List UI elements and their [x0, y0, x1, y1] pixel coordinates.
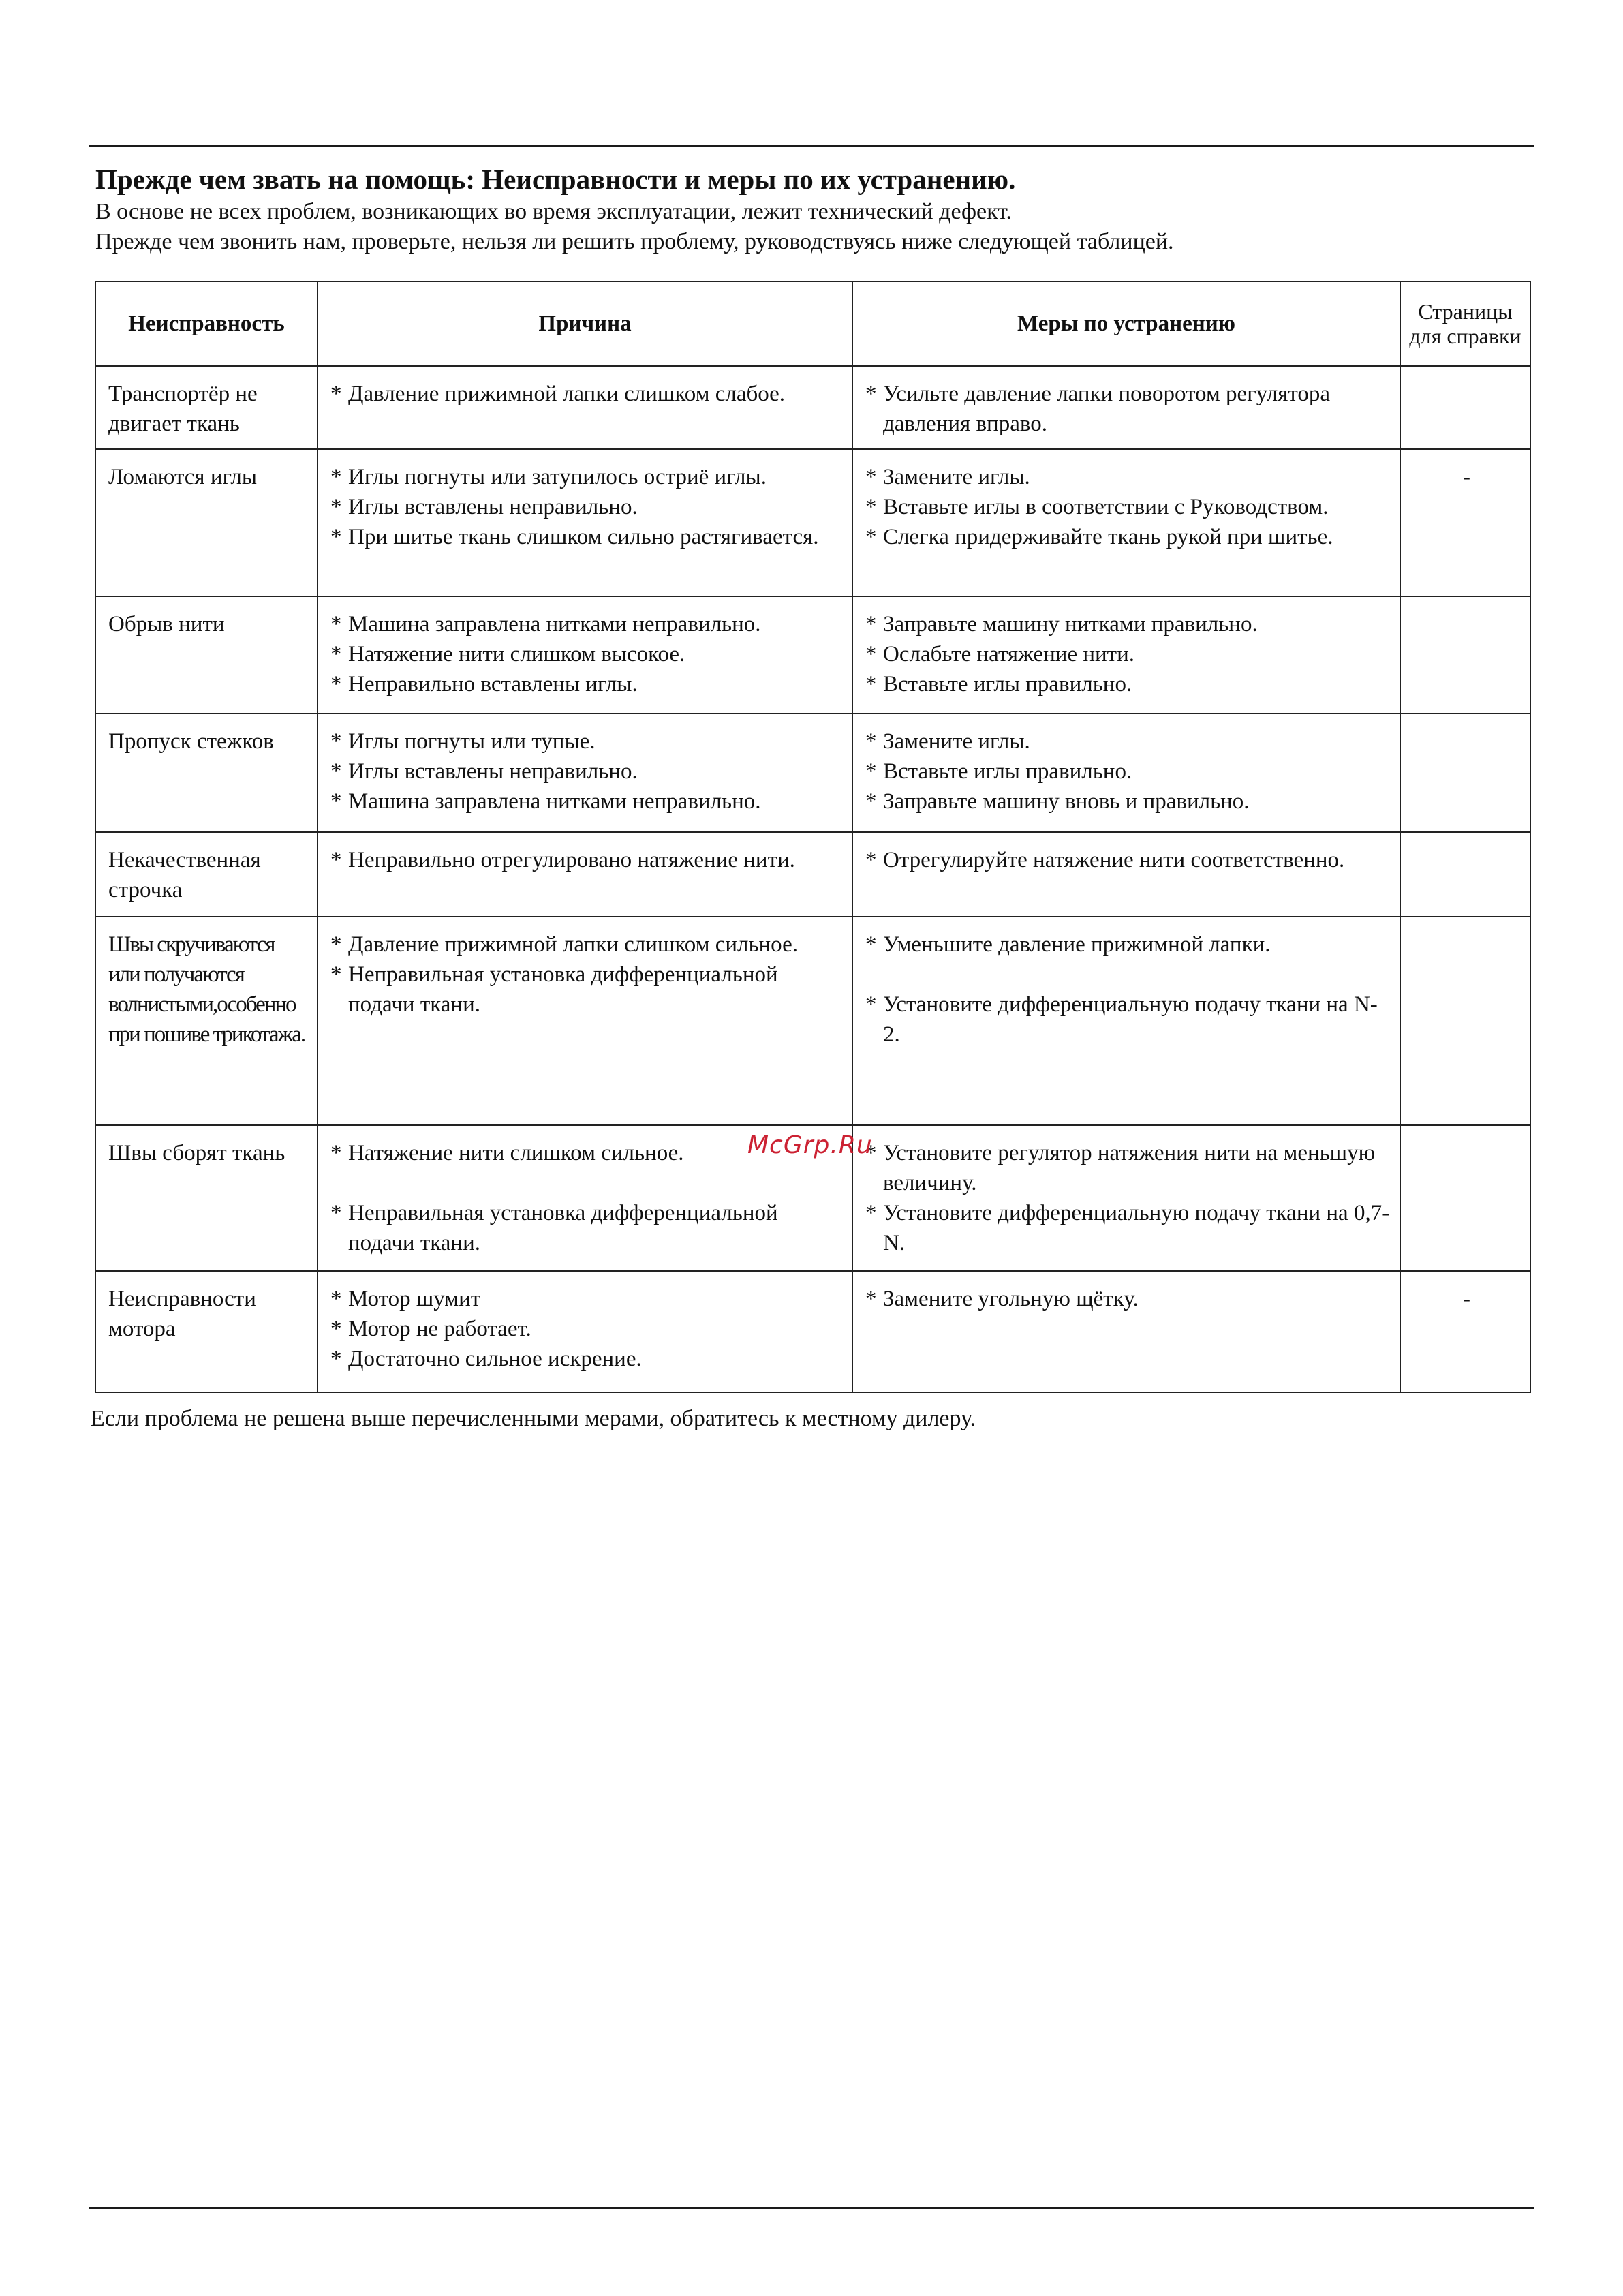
- watermark-text: McGrp.Ru: [747, 1131, 873, 1159]
- problem-cell: Неисправности мотора: [95, 1271, 318, 1392]
- page-title: Прежде чем звать на помощь: Неисправности и меры по их устранению.: [95, 164, 1016, 195]
- remedy-cell: [852, 449, 1400, 596]
- cause-item: * При шитье ткань слишком сильно растягивается.: [330, 522, 842, 552]
- header-cause: Причина: [318, 281, 852, 366]
- cause-item: * Неправильно вставлены иглы.: [330, 669, 842, 699]
- cause-item: * Достаточно сильное искрение.: [330, 1344, 842, 1374]
- cause-item: * Иглы погнуты или затупилось остриё иглы.: [330, 462, 842, 492]
- cause-cell: [318, 366, 852, 449]
- troubleshooting-table: [95, 281, 1531, 1393]
- header-pages: Страницы для справки: [1400, 281, 1530, 366]
- table-row: [95, 714, 1530, 832]
- cause-cell: [318, 832, 852, 917]
- cause-item: * Иглы вставлены неправильно.: [330, 756, 842, 786]
- remedy-cell: [852, 1271, 1400, 1392]
- pages-cell: [1400, 366, 1530, 449]
- header-problem: Неисправность: [95, 281, 318, 366]
- remedy-item: * Вставьте иглы правильно.: [865, 669, 1390, 699]
- remedy-item: * Отрегулируйте натяжение нити соответственно.: [865, 845, 1390, 875]
- cause-item: * Иглы вставлены неправильно.: [330, 492, 842, 522]
- pages-cell: [1400, 832, 1530, 917]
- problem-cell: Пропуск стежков: [95, 714, 318, 832]
- footer-note: Если проблема не решена выше перечисленными мерами, обратитесь к местному дилеру.: [91, 1406, 976, 1431]
- remedy-cell: [852, 366, 1400, 449]
- pages-cell: [1400, 596, 1530, 714]
- pages-cell: [1400, 917, 1530, 1125]
- remedy-item: * Ослабьте натяжение нити.: [865, 639, 1390, 669]
- pages-cell: [1400, 1125, 1530, 1271]
- remedy-cell: [852, 714, 1400, 832]
- remedy-item: * Слегка придерживайте ткань рукой при шитье.: [865, 522, 1390, 552]
- cause-item: * Мотор не работает.: [330, 1314, 842, 1344]
- remedy-cell: [852, 596, 1400, 714]
- table-row: [95, 366, 1530, 449]
- cause-item: * Неправильная установка дифференциальной подачи ткани.: [330, 960, 842, 1020]
- pages-cell: -: [1400, 1271, 1530, 1392]
- problem-cell: Транспортёр не двигает ткань: [95, 366, 318, 449]
- cause-item: * Машина заправлена нитками неправильно.: [330, 786, 842, 816]
- cause-cell: [318, 917, 852, 1125]
- remedy-item: * Замените угольную щётку.: [865, 1284, 1390, 1314]
- problem-cell: Швы сборят ткань: [95, 1125, 318, 1271]
- remedy-cell: [852, 917, 1400, 1125]
- cause-item: * Натяжение нити слишком сильное.: [330, 1138, 842, 1168]
- remedy-item: * Установите дифференциальную подачу ткани на 0,7-N.: [865, 1198, 1390, 1258]
- table-header-row: [95, 281, 1530, 366]
- problem-cell: Обрыв нити: [95, 596, 318, 714]
- intro-line-1: В основе не всех проблем, возникающих во время эксплуатации, лежит технический дефект.: [95, 199, 1012, 224]
- cause-item: * Иглы погнуты или тупые.: [330, 726, 842, 756]
- remedy-item: * Заправьте машину вновь и правильно.: [865, 786, 1390, 816]
- remedy-item: * Вставьте иглы в соответствии с Руководством.: [865, 492, 1390, 522]
- intro-line-2: Прежде чем звонить нам, проверьте, нельзя ли решить проблему, руководствуясь ниже следующей таблицей.: [95, 229, 1174, 254]
- pages-cell: -: [1400, 449, 1530, 596]
- cause-cell: [318, 449, 852, 596]
- cause-item: * Неправильно отрегулировано натяжение нити.: [330, 845, 842, 875]
- remedy-item: * Установите регулятор натяжения нити на меньшую величину.: [865, 1138, 1390, 1198]
- header-remedy: Меры по устранению: [852, 281, 1400, 366]
- remedy-item: * Замените иглы.: [865, 726, 1390, 756]
- table-row: [95, 449, 1530, 596]
- pages-cell: [1400, 714, 1530, 832]
- remedy-item: * Заправьте машину нитками правильно.: [865, 609, 1390, 639]
- remedy-item: * Уменьшите давление прижимной лапки.: [865, 930, 1390, 960]
- remedy-item: * Вставьте иглы правильно.: [865, 756, 1390, 786]
- cause-item: * Давление прижимной лапки слишком слабое.: [330, 379, 842, 409]
- problem-cell: Ломаются иглы: [95, 449, 318, 596]
- table-row: [95, 596, 1530, 714]
- problem-cell: Швы скручиваются или получаются волнистыми,особенно при пошиве трикотажа.: [95, 917, 318, 1125]
- remedy-item: * Усильте давление лапки поворотом регулятора давления вправо.: [865, 379, 1390, 439]
- table-row: [95, 917, 1530, 1125]
- cause-item: * Неправильная установка дифференциальной подачи ткани.: [330, 1198, 842, 1258]
- remedy-item: * Установите дифференциальную подачу ткани на N-2.: [865, 990, 1390, 1050]
- cause-cell: [318, 714, 852, 832]
- cause-item: * Натяжение нити слишком высокое.: [330, 639, 842, 669]
- cause-cell: [318, 1271, 852, 1392]
- top-rule: [89, 145, 1534, 147]
- cause-item: * Мотор шумит: [330, 1284, 842, 1314]
- remedy-item: * Замените иглы.: [865, 462, 1390, 492]
- problem-cell: Некачественная строчка: [95, 832, 318, 917]
- table-row: [95, 832, 1530, 917]
- cause-cell: [318, 596, 852, 714]
- cause-item: * Давление прижимной лапки слишком сильное.: [330, 930, 842, 960]
- remedy-cell: [852, 1125, 1400, 1271]
- remedy-cell: [852, 832, 1400, 917]
- cause-item: * Машина заправлена нитками неправильно.: [330, 609, 842, 639]
- table-row: [95, 1271, 1530, 1392]
- bottom-rule: [89, 2207, 1534, 2209]
